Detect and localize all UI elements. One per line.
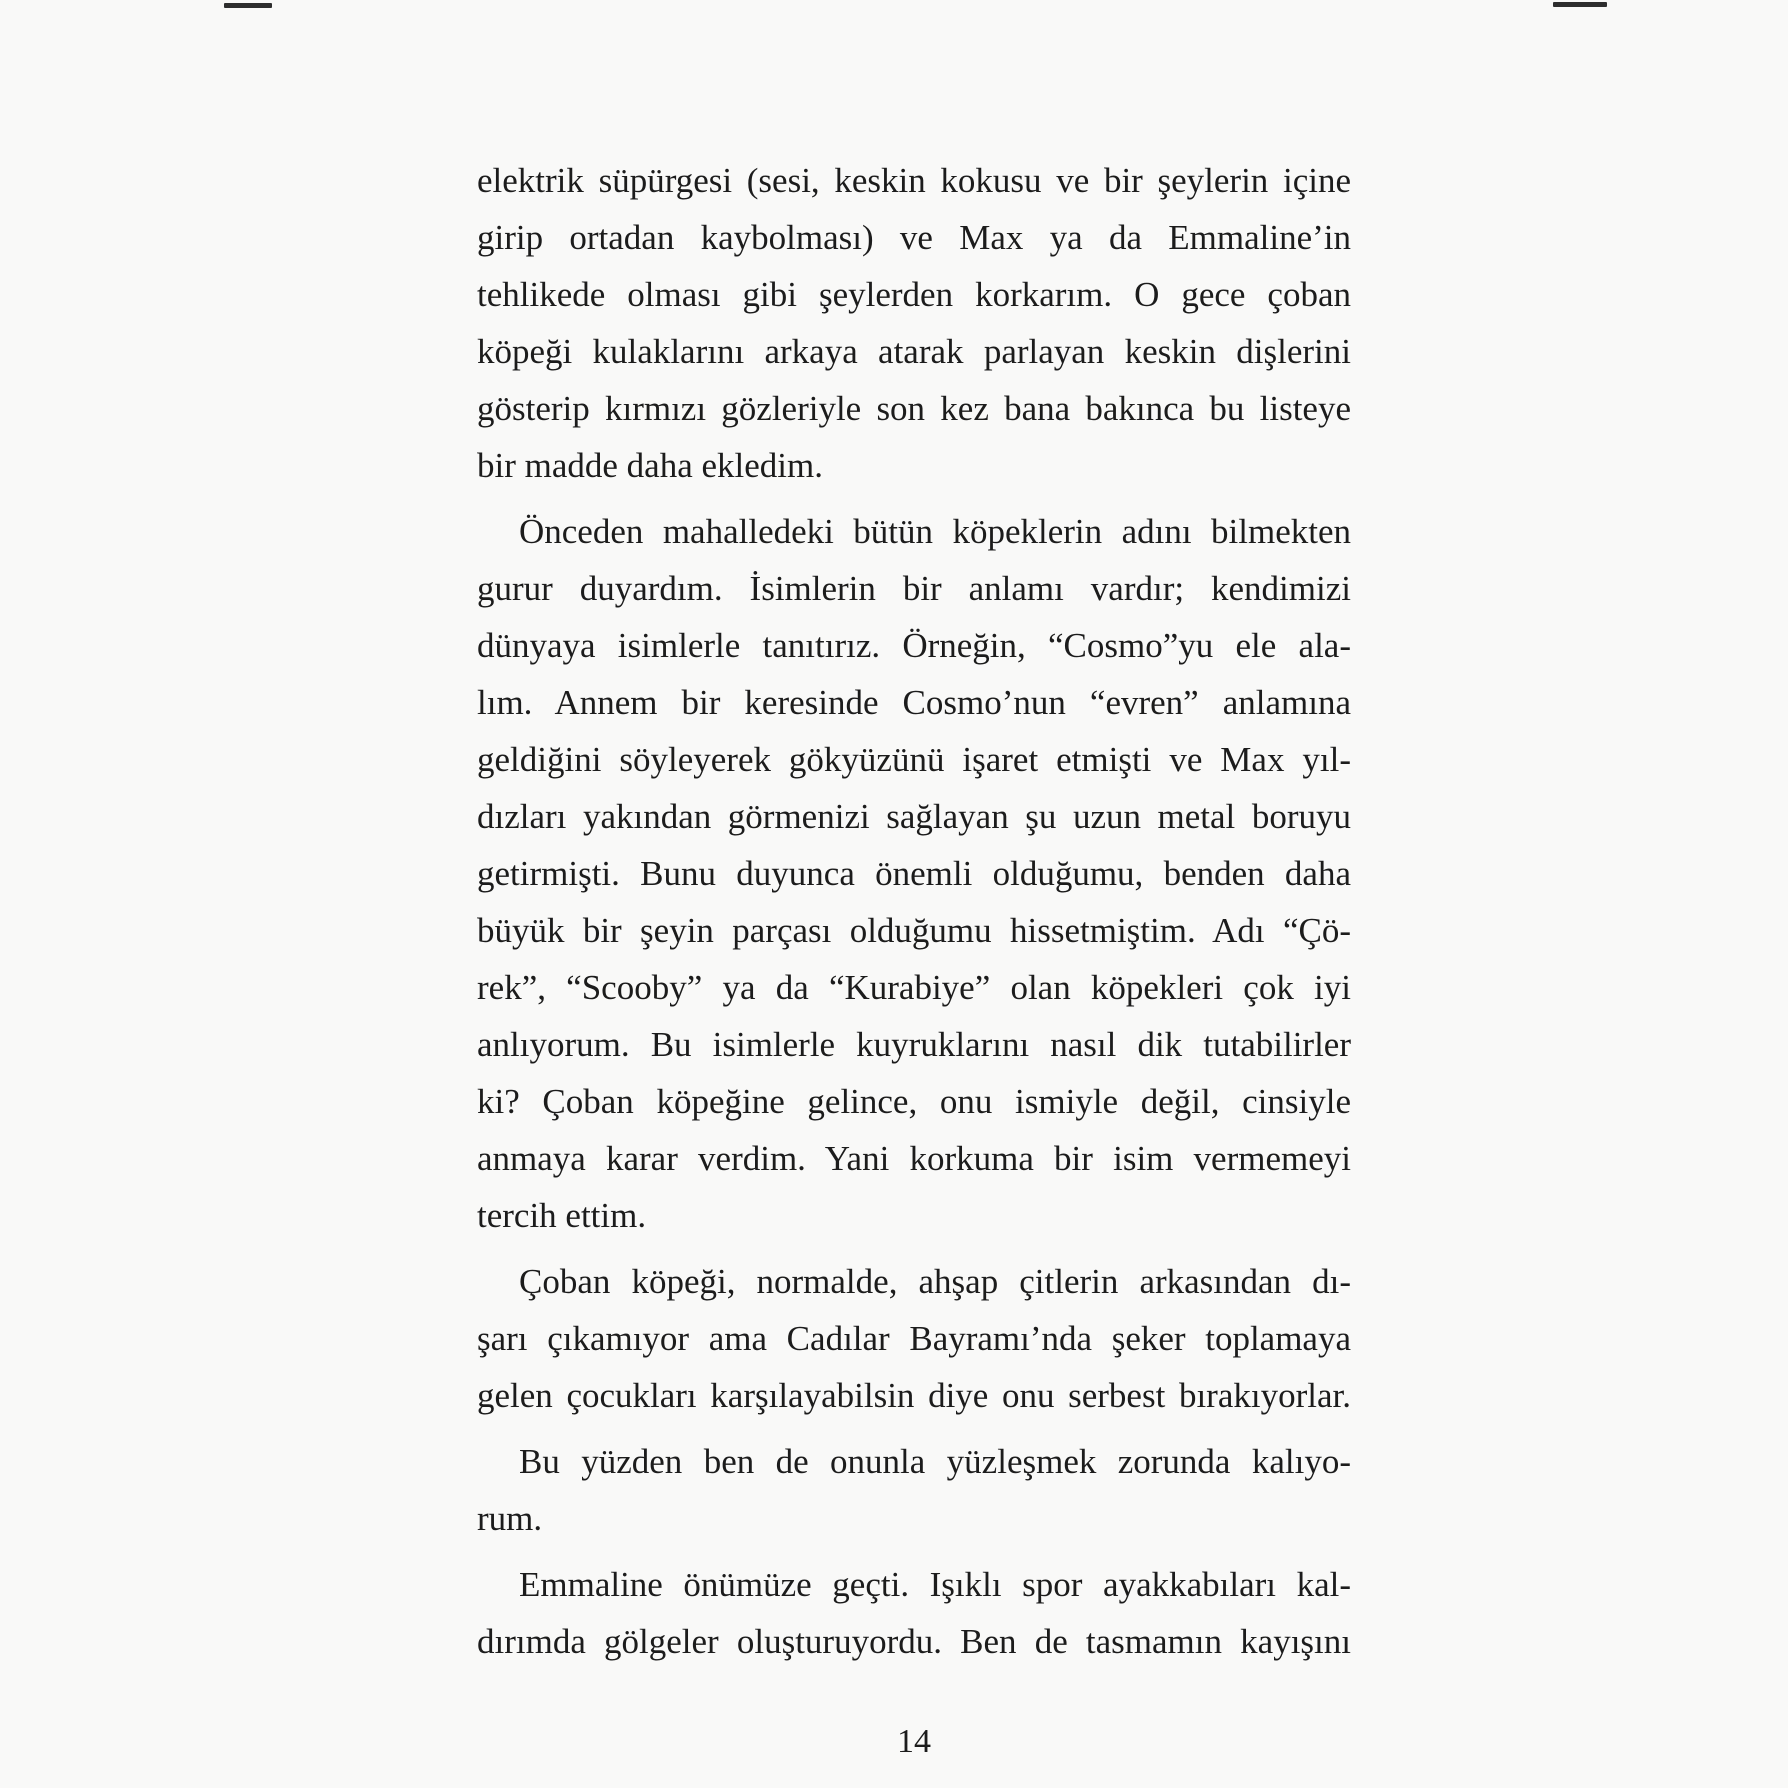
text-line: anmaya karar verdim. Yani korkuma bir isim vermemeyi <box>477 1139 1351 1178</box>
page-number: 14 <box>897 1723 931 1760</box>
text-line: lım. Annem bir keresinde Cosmo’nun “evren” anlamına <box>477 683 1351 722</box>
text-line: rum. <box>477 1499 543 1538</box>
paragraph <box>477 1556 1351 1670</box>
text-line: Bu yüzden ben de onunla yüzleşmek zorunda kalıyo- <box>519 1442 1351 1481</box>
text-line: geldiğini söyleyerek gökyüzünü işaret etmişti ve Max yıl- <box>477 740 1351 779</box>
text-line: elektrik süpürgesi (sesi, keskin kokusu ve bir şeylerin içine <box>477 161 1351 200</box>
text-line: Çoban köpeği, normalde, ahşap çitlerin arkasından dı- <box>519 1262 1351 1301</box>
paragraph <box>477 1253 1351 1424</box>
text-line: Emmaline önümüze geçti. Işıklı spor ayakkabıları kal- <box>519 1565 1351 1604</box>
text-line: girip ortadan kaybolması) ve Max ya da Emmaline’in <box>477 218 1351 257</box>
text-line: tehlikede olması gibi şeylerden korkarım. O gece çoban <box>477 275 1351 314</box>
text-line: anlıyorum. Bu isimlerle kuyruklarını nasıl dik tutabilirler <box>477 1025 1351 1064</box>
text-line: gösterip kırmızı gözleriyle son kez bana bakınca bu listeye <box>477 389 1351 428</box>
text-line: getirmişti. Bunu duyunca önemli olduğumu, benden daha <box>477 854 1351 893</box>
text-line: köpeği kulaklarını arkaya atarak parlayan keskin dişlerini <box>477 332 1351 371</box>
text-line: dızları yakından görmenizi sağlayan şu uzun metal boruyu <box>477 797 1351 836</box>
text-line: dünyaya isimlerle tanıtırız. Örneğin, “Cosmo”yu ele ala- <box>477 626 1351 665</box>
paragraph <box>477 1433 1351 1547</box>
text-line: dırımda gölgeler oluşturuyordu. Ben de tasmamın kayışını <box>477 1622 1351 1661</box>
text-line: ki? Çoban köpeğine gelince, onu ismiyle değil, cinsiyle <box>477 1082 1351 1121</box>
paragraph <box>477 152 1351 494</box>
text-line: tercih ettim. <box>477 1196 647 1235</box>
top-right-scan-mark <box>1553 2 1607 7</box>
text-line: gurur duyardım. İsimlerin bir anlamı vardır; kendimizi <box>477 569 1351 608</box>
text-line: gelen çocukları karşılayabilsin diye onu serbest bırakıyorlar. <box>477 1376 1351 1415</box>
text-line: şarı çıkamıyor ama Cadılar Bayramı’nda şeker toplamaya <box>477 1319 1351 1358</box>
text-line: büyük bir şeyin parçası olduğumu hissetmiştim. Adı “Çö- <box>477 911 1351 950</box>
text-line: bir madde daha ekledim. <box>477 446 823 485</box>
top-left-scan-mark <box>224 3 272 8</box>
text-block <box>477 152 1351 1670</box>
text-line: rek”, “Scooby” ya da “Kurabiye” olan köpekleri çok iyi <box>477 968 1351 1007</box>
text-line: Önceden mahalledeki bütün köpeklerin adını bilmekten <box>519 512 1351 551</box>
paragraph <box>477 503 1351 1244</box>
